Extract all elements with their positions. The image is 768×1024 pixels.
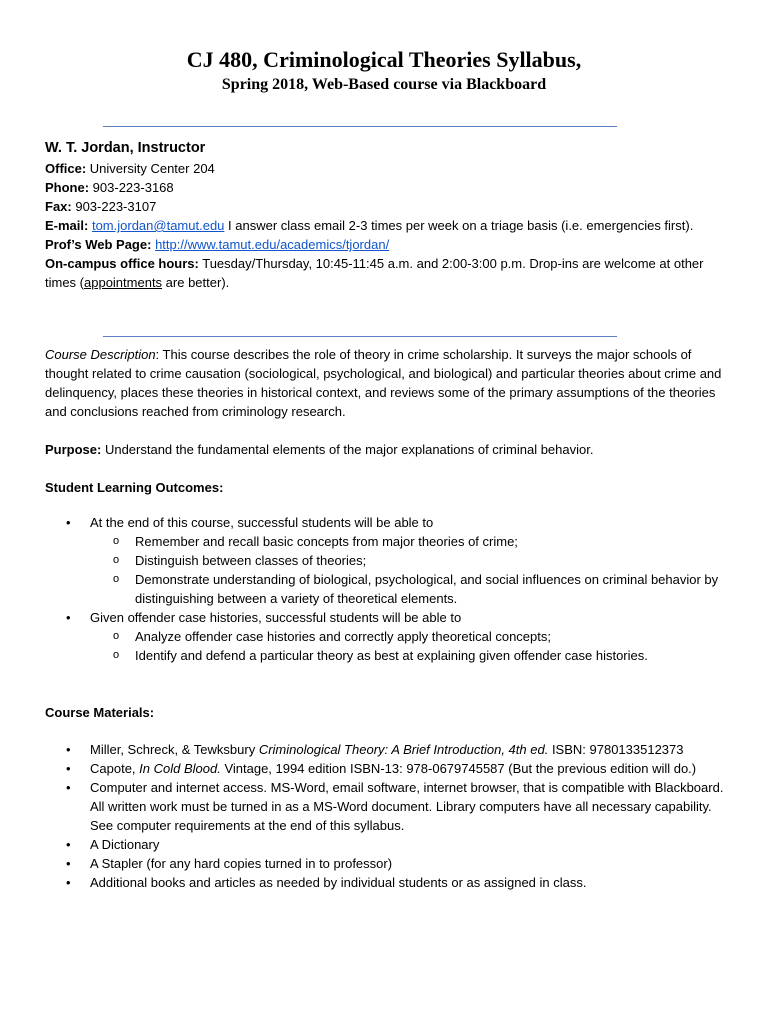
list-item [45,513,735,608]
email-row [45,216,735,235]
list-item [45,608,735,665]
circle-bullet-icon: o [113,630,120,642]
appointments-text: appointments [84,275,163,290]
bullet-icon: • [66,780,71,795]
page-subtitle: Spring 2018, Web-Based course via Blackboard [221,76,547,93]
circle-bullet-icon: o [113,554,120,566]
list-item: • Computer and internet access. MS-Word, email software, internet browser, that is compatible with Blackboard. All written work must be turned in as a MS-Word document. Library computers have all necessary capability. See computer requirements at the end of this syllabus. [66,780,724,833]
bullet-icon: • [66,610,71,625]
divider [103,336,617,337]
email-note: I answer class email 2-3 times per week on a triage basis (i.e. emergencies first). [224,218,694,233]
fax-row [45,197,735,216]
purpose [45,440,735,459]
instructor-name: W. T. Jordan, Instructor [45,140,206,156]
materials-list [45,740,735,892]
outcome-group-text: At the end of this course, successful students will be able to [90,515,434,530]
list-item: • A Dictionary [66,837,160,852]
web-page-link[interactable]: http://www.tamut.edu/academics/tjordan/ [155,237,390,252]
bullet-icon: • [66,856,71,871]
bullet-icon: • [66,875,71,890]
list-item: o Demonstrate understanding of biological, psychological, and social influences on criminal behavior by distinguishing between a variety of theoretical elements. [113,572,719,606]
phone-row [45,178,735,197]
office-label: Office: [45,161,87,176]
email-link[interactable]: tom.jordan@tamut.edu [91,218,225,233]
list-item: o Remember and recall basic concepts from major theories of crime; [113,534,518,549]
fax-value: 903-223-3107 [71,199,157,214]
list-item: • Miller, Schreck, & Tewksbury Criminological Theory: A Brief Introduction, 4th ed. ISBN: 9780133512373 [66,742,684,757]
contact-block [45,159,735,292]
course-description-label: Course Description [45,347,156,362]
outcomes-heading: Student Learning Outcomes: [45,480,224,495]
outcome-group-text: Given offender case histories, successful students will be able to [90,610,462,625]
phone-label: Phone: [45,180,90,195]
list-item: • Capote, In Cold Blood. Vintage, 1994 edition ISBN-13: 978-0679745587 (But the previous edition will do.) [66,761,697,776]
office-hours-row [45,254,735,292]
divider [103,126,617,127]
circle-bullet-icon: o [113,573,120,585]
course-description [45,345,735,421]
list-item: o Distinguish between classes of theories; [113,553,367,568]
materials-heading: Course Materials: [45,705,155,720]
purpose-label: Purpose: [45,442,102,457]
office-row [45,159,735,178]
list-item: • Additional books and articles as needed by individual students or as assigned in class. [66,875,587,890]
bullet-icon: • [66,515,71,530]
list-item: o Analyze offender case histories and correctly apply theoretical concepts; [113,629,551,644]
office-hours-value: Tuesday/Thursday, 10:45-11:45 a.m. and 2:00-3:00 p.m. Drop-ins are welcome at other times ( [45,256,704,290]
outcomes-list [45,513,735,665]
page-title: CJ 480, Criminological Theories Syllabus, [186,47,582,72]
purpose-text: Understand the fundamental elements of the major explanations of criminal behavior. [101,442,594,457]
web-label: Prof’s Web Page: [45,237,152,252]
bullet-icon: • [66,761,71,776]
list-item: • A Stapler (for any hard copies turned in to professor) [66,856,393,871]
email-label: E-mail: [45,218,89,233]
office-value: University Center 204 [86,161,215,176]
circle-bullet-icon: o [113,649,120,661]
phone-value: 903-223-3168 [89,180,174,195]
office-hours-label: On-campus office hours: [45,256,199,271]
circle-bullet-icon: o [113,535,120,547]
office-hours-tail: are better). [162,275,230,290]
web-row [45,235,735,254]
bullet-icon: • [66,837,71,852]
bullet-icon: • [66,742,71,757]
fax-label: Fax: [45,199,72,214]
course-description-text: : This course describes the role of theory in crime scholarship. It surveys the major schools of thought related to crime causation (sociological, psychological, and biological) and particular theories about crime and delinquency, places these theories in historical context, and reviews some of the primary assumptions of the theories and conclusions reached from criminology research. [45,347,722,419]
list-item: o Identify and defend a particular theory as best at explaining given offender case histories. [113,648,648,663]
